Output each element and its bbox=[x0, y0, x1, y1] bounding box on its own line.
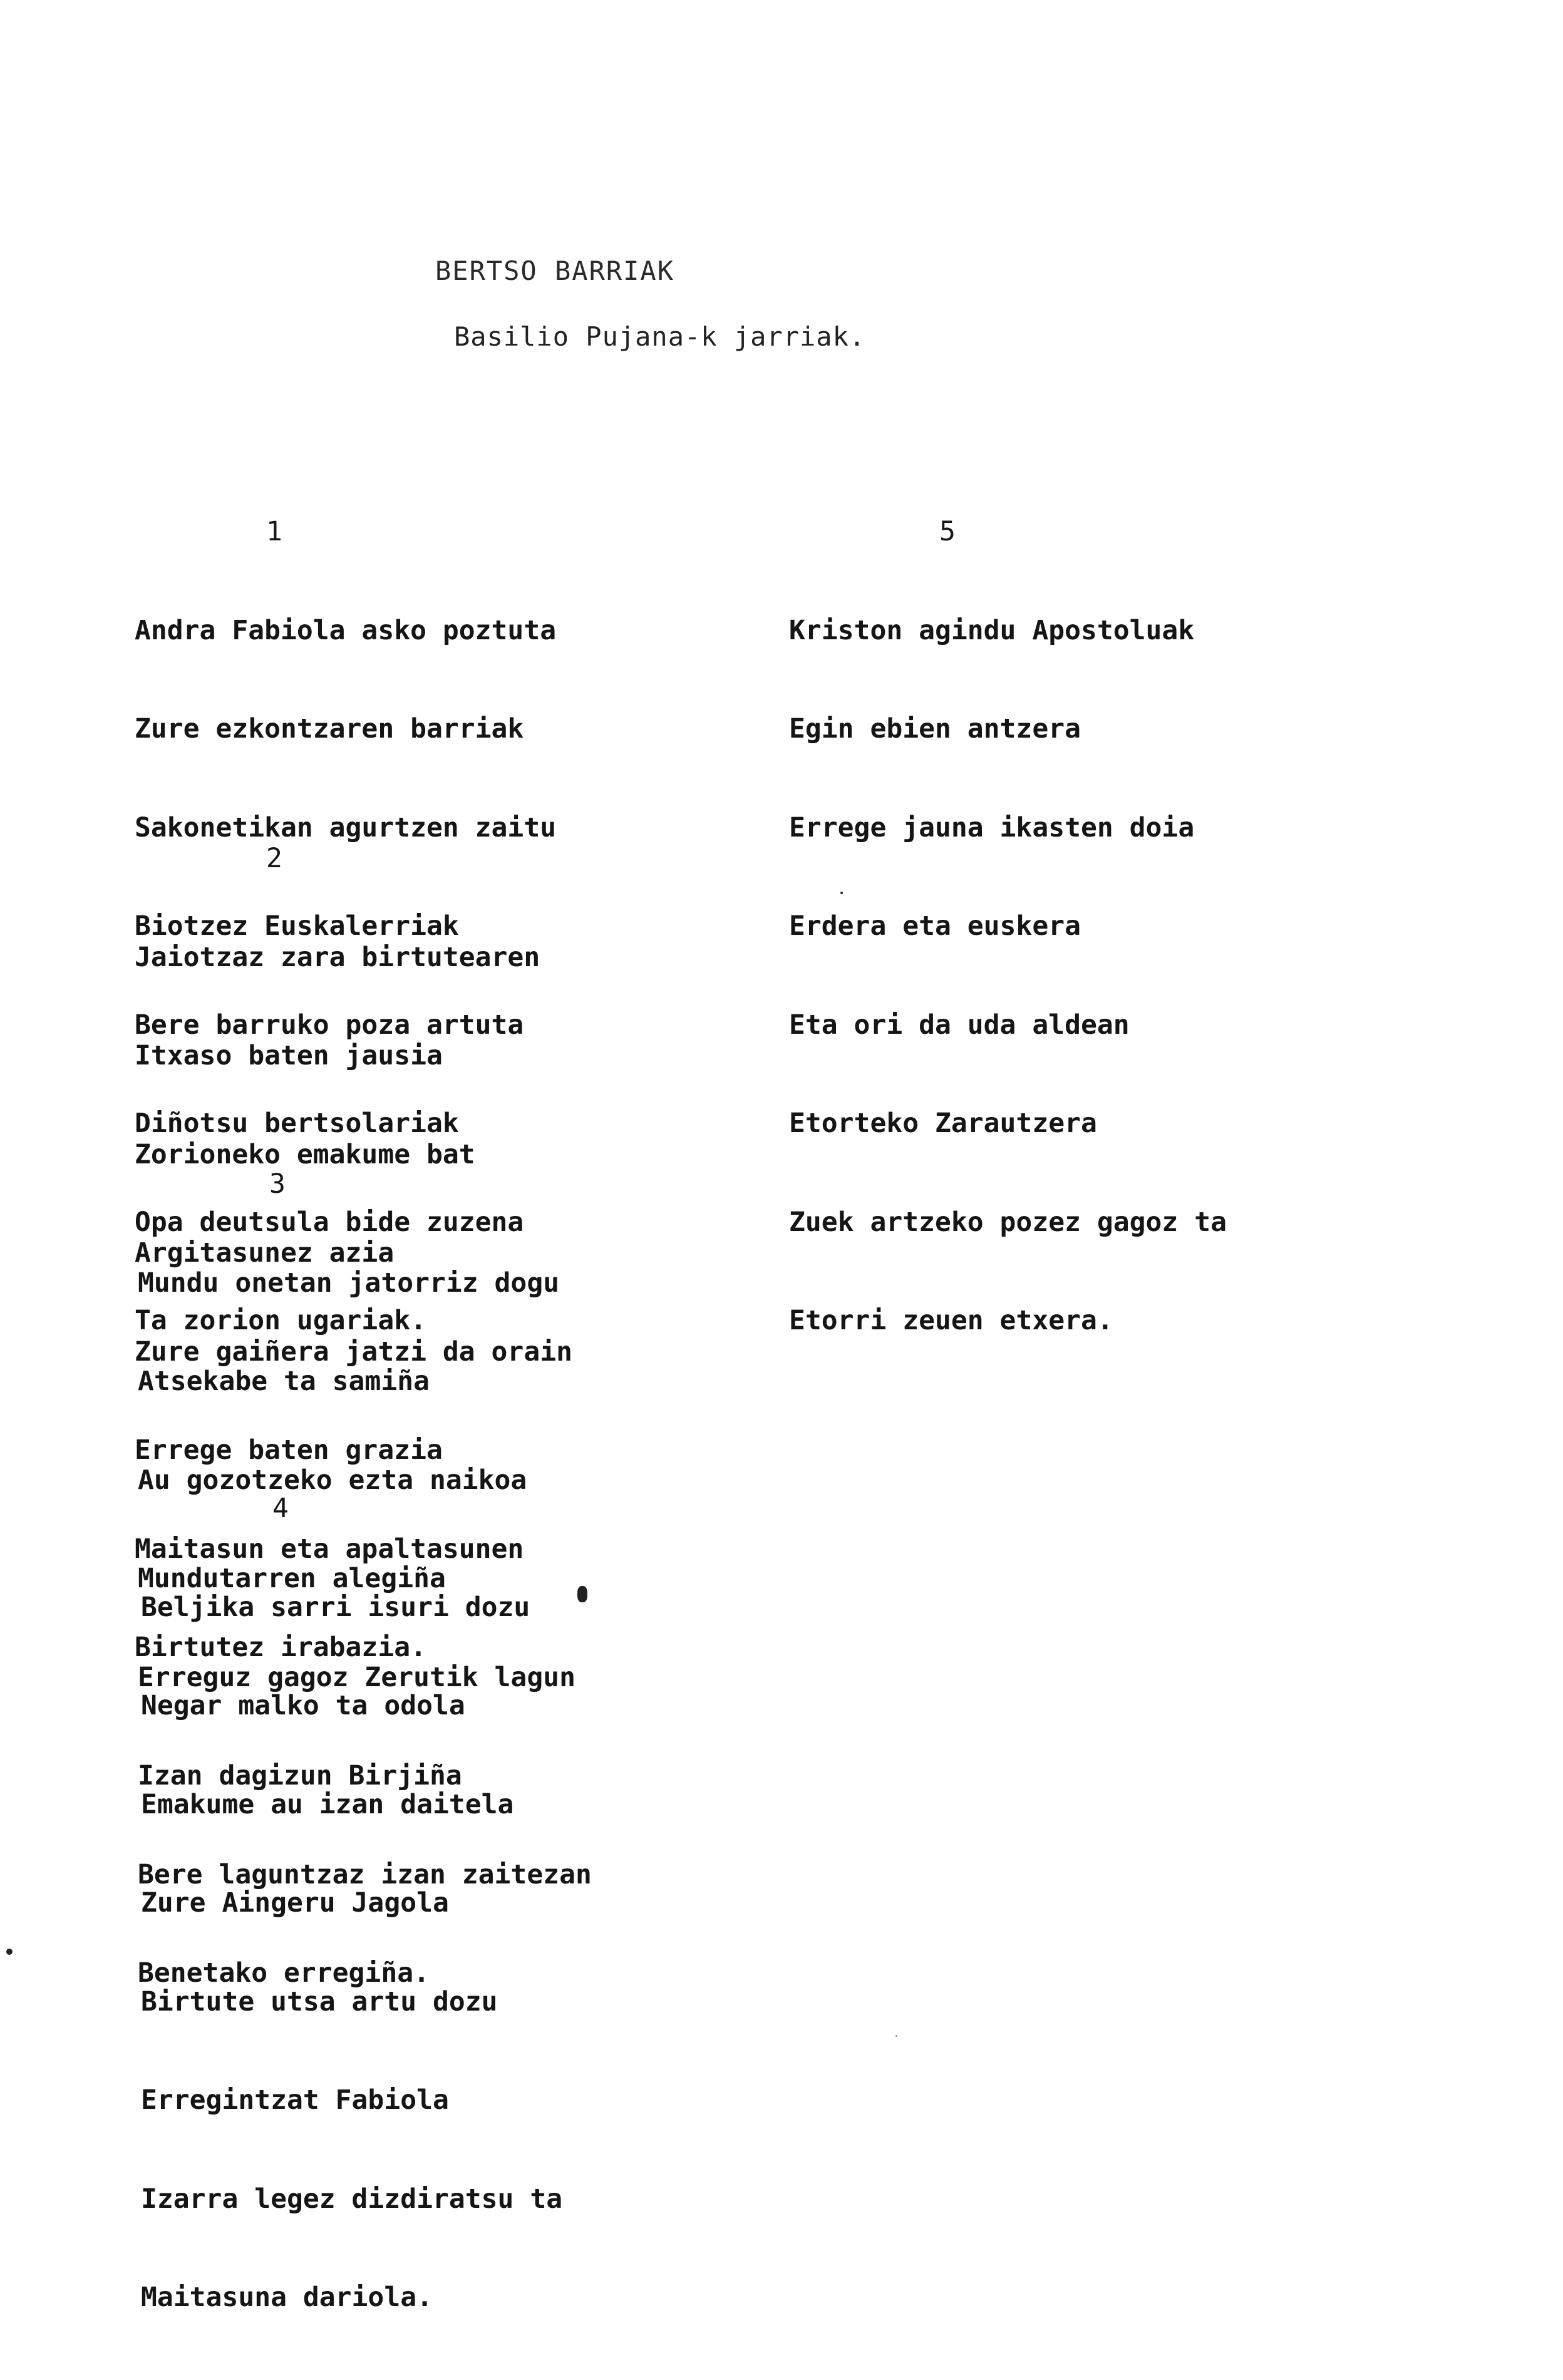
verse-line: Sakonetikan agurtzen zaitu bbox=[135, 811, 557, 843]
verse-line: Biotzez Euskalerriak bbox=[135, 910, 459, 942]
verse-line: Errege jauna ikasten doia bbox=[789, 811, 1195, 843]
verse-line: Emakume au izan daitela bbox=[141, 1788, 514, 1820]
verse-line: Opa deutsula bide zuzena bbox=[135, 1206, 524, 1238]
verse-line: Mundutarren alegiña bbox=[138, 1563, 446, 1594]
verse-line: Zure ezkontzaren barriak bbox=[135, 713, 524, 744]
stanza-number: 2 bbox=[266, 843, 282, 874]
stray-dot bbox=[6, 1949, 13, 1955]
verse-line: Benetako erregiña. bbox=[138, 1957, 430, 1989]
verse-line: Ta zorion ugariak. bbox=[135, 1305, 426, 1336]
verse-line: Beljika sarri isuri dozu bbox=[141, 1591, 530, 1623]
stray-dot bbox=[895, 2035, 897, 2037]
verse-line: Atsekabe ta samiña bbox=[138, 1366, 430, 1397]
verse-line: Egin ebien antzera bbox=[789, 713, 1081, 744]
verse-line: Maitasuna dariola. bbox=[141, 2282, 433, 2313]
verse-line: Negar malko ta odola bbox=[141, 1690, 465, 1721]
verse-line: Erregintzat Fabiola bbox=[141, 2084, 449, 2116]
verse-line: Izan dagizun Birjiña bbox=[138, 1760, 462, 1791]
verse-line: Zorioneko emakume bat bbox=[135, 1138, 475, 1170]
verse-line: Argitasunez azia bbox=[135, 1237, 395, 1269]
stanza-number: 5 bbox=[939, 516, 956, 547]
page-title: BERTSO BARRIAK bbox=[435, 255, 675, 286]
verse-line: Mundu onetan jatorriz dogu bbox=[138, 1267, 560, 1299]
verse-line: Itxaso baten jausia bbox=[135, 1040, 443, 1071]
verse-line: Etorri zeuen etxera. bbox=[789, 1305, 1113, 1336]
stanza-5 bbox=[789, 450, 1227, 1403]
verse-line: Diñotsu bertsolariak bbox=[135, 1108, 459, 1139]
stanza-number: 4 bbox=[272, 1493, 289, 1524]
ink-blot bbox=[577, 1586, 587, 1602]
verse-line: Bere barruko poza artuta bbox=[135, 1009, 524, 1041]
stanza-4 bbox=[141, 1426, 562, 2380]
verse-line: Birtute utsa artu dozu bbox=[141, 1986, 498, 2017]
verse-line: Erdera eta euskera bbox=[789, 910, 1081, 942]
stray-dot bbox=[840, 892, 843, 894]
verse-line: Zure Aingeru Jagola bbox=[141, 1887, 449, 1919]
page-subtitle: Basilio Pujana-k jarriak. bbox=[454, 321, 866, 352]
verse-line: Au gozotzeko ezta naikoa bbox=[138, 1464, 527, 1496]
verse-line: Etorteko Zarautzera bbox=[789, 1108, 1097, 1139]
verse-line: Izarra legez dizdiratsu ta bbox=[141, 2183, 563, 2215]
verse-line: Jaiotzaz zara birtutearen bbox=[135, 941, 540, 973]
stanza-number: 1 bbox=[266, 516, 282, 547]
verse-line: Zuek artzeko pozez gagoz ta bbox=[789, 1206, 1227, 1238]
verse-line: Bere laguntzaz izan zaitezan bbox=[138, 1858, 592, 1890]
verse-line: Birtutez irabazia. bbox=[135, 1632, 426, 1663]
verse-line: Kriston agindu Apostoluak bbox=[789, 614, 1195, 646]
verse-line: Errege baten grazia bbox=[135, 1435, 443, 1466]
verse-line: Maitasun eta apaltasunen bbox=[135, 1533, 524, 1565]
stanza-number: 3 bbox=[269, 1168, 286, 1200]
verse-line: Eta ori da uda aldean bbox=[789, 1009, 1130, 1041]
verse-line: Andra Fabiola asko poztuta bbox=[135, 614, 557, 646]
verse-line: Erreguz gagoz Zerutik lagun bbox=[138, 1661, 575, 1693]
verse-line: Zure gaiñera jatzi da orain bbox=[135, 1336, 572, 1368]
